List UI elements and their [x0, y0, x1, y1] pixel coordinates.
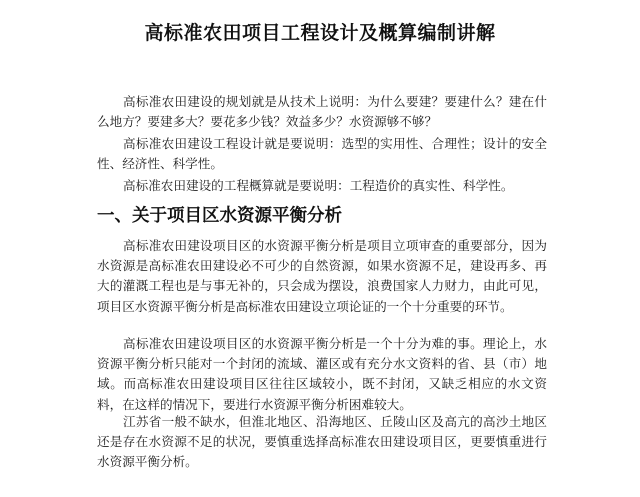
- intro-paragraph-design: 高标准农田建设工程设计就是要说明：选型的实用性、合理性；设计的安全性、经济性、科学性。: [97, 136, 547, 172]
- document-title: 高标准农田项目工程设计及概算编制讲解: [144, 22, 496, 44]
- section-paragraph-difficulty: 高标准农田建设项目区的水资源平衡分析是一个十分为难的事。理论上，水资源平衡分析只能对一个封闭的流域、灌区或有充分水文资料的省、县（市）地域。而高标准农田建设项目区往往区域较小，既不封闭，又缺乏相应的水文资料，在这样的情况下，要进行水资源平衡分析困难较大。: [97, 336, 547, 412]
- section-paragraph-jiangsu: 江苏省一般不缺水，但淮北地区、沿海地区、丘陵山区及高亢的高沙土地区还是存在水资源不足的状况，要慎重选择高标准农田建设项目区，更要慎重进行水资源平衡分析。: [97, 414, 547, 470]
- intro-paragraph-planning: 高标准农田建设的规划就是从技术上说明：为什么要建？要建什么？建在什么地方？要建多大？要花多少钱？效益多少？水资源够不够？: [97, 94, 547, 130]
- intro-paragraph-budget: 高标准农田建设的工程概算就是要说明：工程造价的真实性、科学性。: [123, 178, 514, 193]
- section-heading-water-balance: 一、关于项目区水资源平衡分析: [97, 206, 342, 226]
- section-paragraph-importance: 高标准农田建设项目区的水资源平衡分析是项目立项审查的重要部分，因为水资源是高标准农田建设必不可少的自然资源，如果水资源不足，建设再多、再大的灌溉工程也是与事无补的，只会成为摆设，浪费国家人力财力，由此可见，项目区水资源平衡分析是高标准农田建设立项论证的一个十分重要的环节。: [97, 238, 547, 314]
